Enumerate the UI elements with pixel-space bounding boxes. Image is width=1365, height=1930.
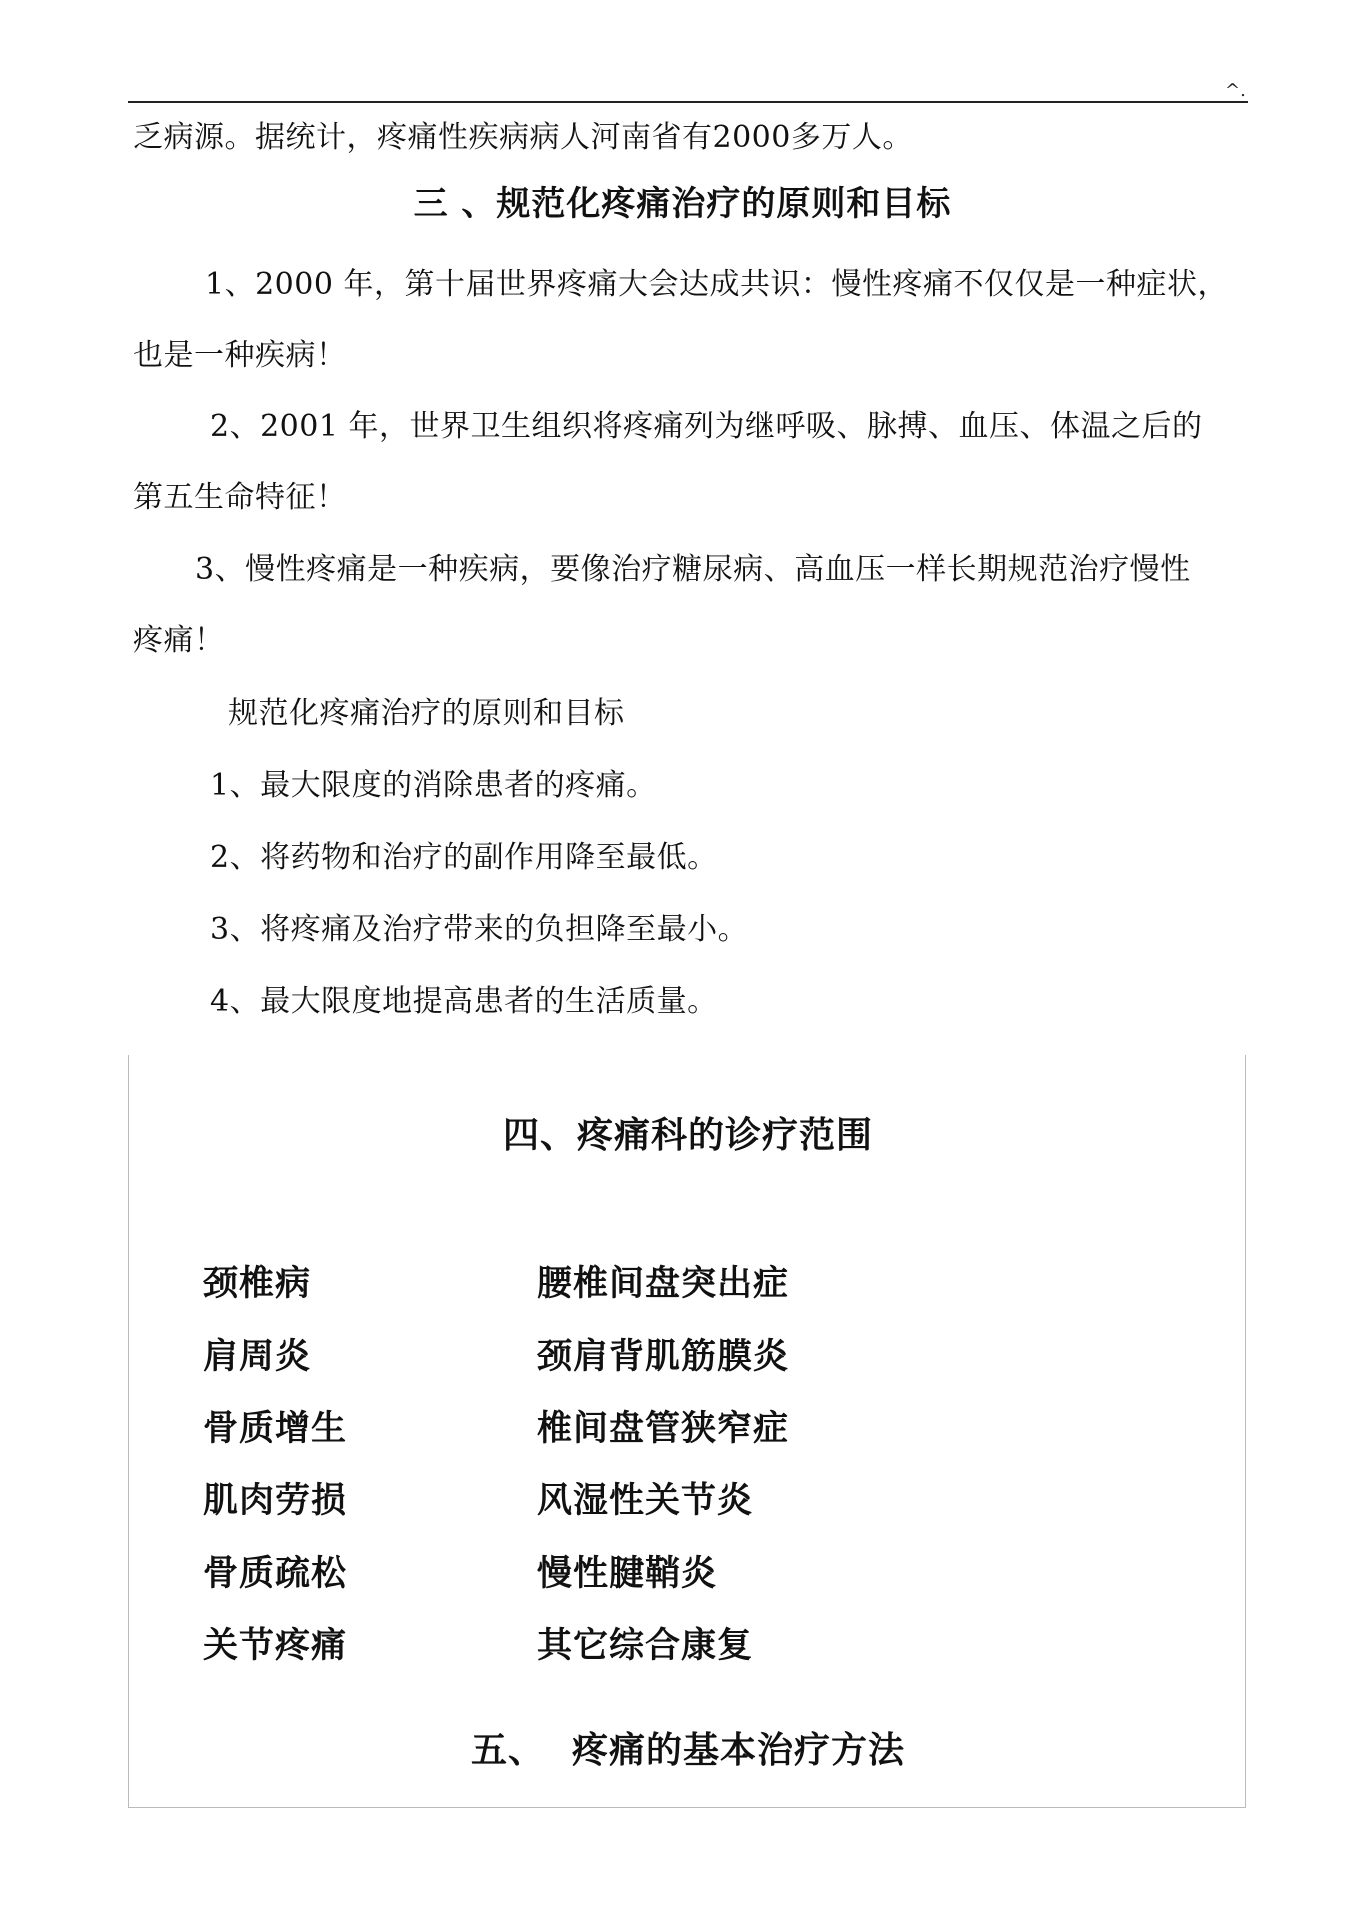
scope-right-6: 其它综合康复 [537,1625,754,1666]
scope-left-6: 关节疼痛 [203,1625,348,1666]
scope-left-2: 肩周炎 [203,1336,312,1377]
point-3-line-2: 疼痛！ [133,623,225,658]
scope-box [128,1055,1246,1808]
intro-tail: 乏病源。据统计，疼痛性疾病病人河南省有2000多万人。 [133,120,913,155]
point-3-line-1: 3、慢性疼痛是一种疾病，要像治疗糖尿病、高血压一样长期规范治疗慢性 [195,552,1191,587]
section3-subtitle: 规范化疼痛治疗的原则和目标 [228,696,625,731]
goal-2: 2、将药物和治疗的副作用降至最低。 [210,840,718,875]
scope-left-4: 肌肉劳损 [203,1480,348,1521]
point-1-line-2: 也是一种疾病！ [133,338,347,373]
point-2-line-2: 第五生命特征！ [133,480,347,515]
section5-title: 五、 疼痛的基本治疗方法 [470,1729,906,1771]
goal-3: 3、将疼痛及治疗带来的负担降至最小。 [210,912,749,947]
scope-left-3: 骨质增生 [203,1408,348,1449]
section3-title: 三 、规范化疼痛治疗的原则和目标 [413,184,952,224]
point-2-line-1: 2、2001 年，世界卫生组织将疼痛列为继呼吸、脉搏、血压、体温之后的 [210,409,1203,444]
scope-right-4: 风湿性关节炎 [537,1480,754,1521]
scope-left-1: 颈椎病 [203,1263,312,1304]
header-rule [128,101,1248,103]
scope-left-5: 骨质疏松 [203,1553,348,1594]
scope-right-1: 腰椎间盘突出症 [537,1263,790,1304]
scope-right-3: 椎间盘管狭窄症 [537,1408,790,1449]
scope-right-5: 慢性腱鞘炎 [537,1553,718,1594]
header-mark: ^. [1225,80,1246,101]
scope-right-2: 颈肩背肌筋膜炎 [537,1336,790,1377]
goal-1: 1、最大限度的消除患者的疼痛。 [210,768,657,803]
section4-title: 四、疼痛科的诊疗范围 [502,1114,873,1156]
goal-4: 4、最大限度地提高患者的生活质量。 [210,984,718,1019]
point-1-line-1: 1、2000 年，第十届世界疼痛大会达成共识：慢性疼痛不仅仅是一种症状， [205,267,1228,302]
